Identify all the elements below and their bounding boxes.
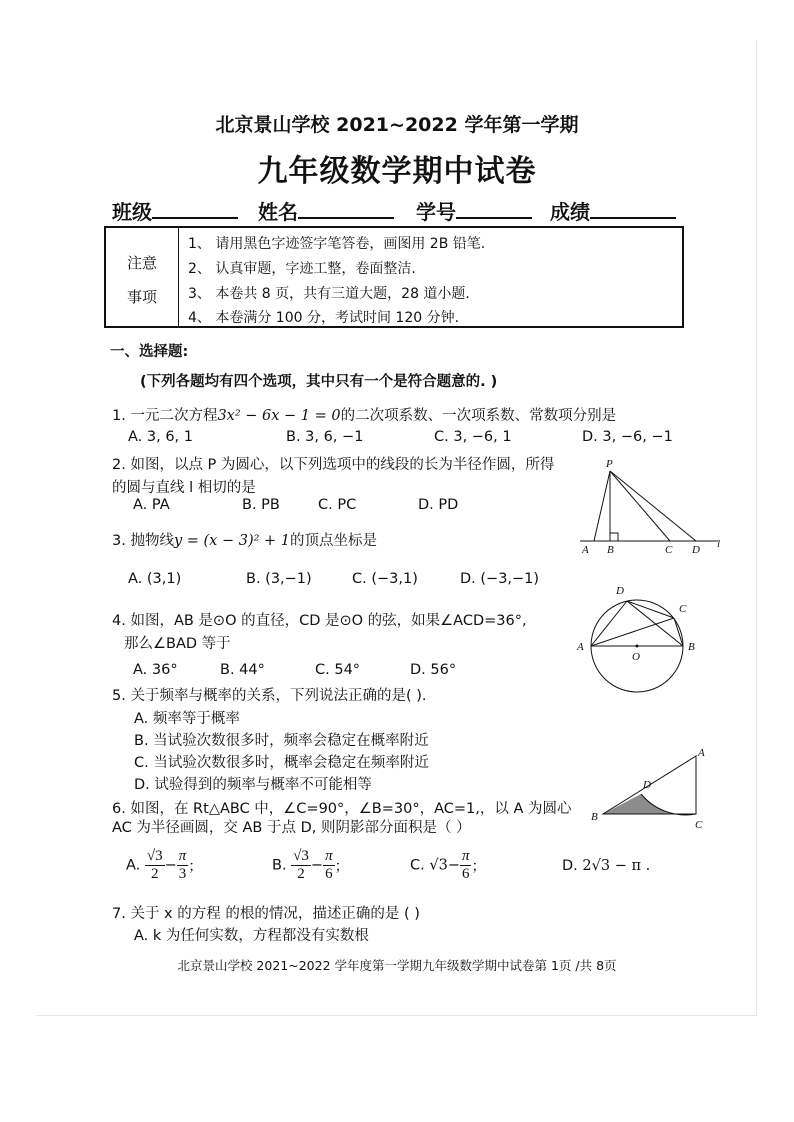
frac-den: 2 xyxy=(297,866,305,882)
q1-option-c[interactable]: C. 3, −6, 1 xyxy=(434,429,512,445)
notice-item: 4、 本卷满分 100 分，考试时间 120 分钟. xyxy=(188,310,460,326)
q1-stem xyxy=(112,404,616,425)
frac-num: π xyxy=(461,848,470,864)
q4-label-o: O xyxy=(632,651,640,663)
q4-option-b[interactable]: B. 44° xyxy=(220,662,265,678)
notice-label-cell xyxy=(106,228,179,326)
student-id-field xyxy=(416,196,532,225)
q2-option-c[interactable]: C. PC xyxy=(318,497,357,513)
q1-prefix: 1. 一元二次方程 xyxy=(112,408,218,424)
class-blank[interactable] xyxy=(152,199,238,219)
frac-num: √3 xyxy=(146,848,163,864)
q4-label-c: C xyxy=(679,603,687,615)
minus-sign: − xyxy=(447,857,460,874)
q4-option-c[interactable]: C. 54° xyxy=(315,662,361,678)
q6-label-b: B xyxy=(591,811,598,823)
q2-stem-line2: 的圆与直线 l 相切的是 xyxy=(112,480,256,496)
q6-option-c[interactable] xyxy=(410,848,486,883)
q6-option-d-letter: D. xyxy=(562,858,578,874)
q2-option-b[interactable]: B. PB xyxy=(242,497,280,513)
q1-suffix: 的二次项系数、一次项系数、常数项分别是 xyxy=(340,408,617,424)
q2-label-d: D xyxy=(692,544,700,556)
name-field xyxy=(258,196,394,225)
q6-option-d[interactable] xyxy=(562,858,650,874)
name-label: 姓名 xyxy=(258,200,298,224)
q6-shaded-region xyxy=(603,794,696,815)
score-blank[interactable] xyxy=(590,199,676,219)
semicolon: ； xyxy=(334,859,350,875)
q5-option-d[interactable]: D. 试验得到的频率与概率不可能相等 xyxy=(134,777,372,793)
q2-right-angle-mark xyxy=(610,533,618,541)
q3-stem xyxy=(112,529,377,550)
semicolon: ； xyxy=(188,859,203,875)
minus-sign: − xyxy=(310,857,324,874)
score-label: 成绩 xyxy=(550,200,590,224)
class-label: 班级 xyxy=(112,200,152,224)
section-heading: 一、选择题: xyxy=(110,344,189,360)
q6-option-c-frac xyxy=(460,848,472,883)
q3-option-b[interactable]: B. (3,−1) xyxy=(246,571,312,587)
q3-equation: y = (x − 3)² + 1 xyxy=(173,533,291,549)
q2-label-b: B xyxy=(607,544,614,556)
q4-chord-dc xyxy=(627,601,674,618)
q4-label-a: A xyxy=(577,641,584,653)
student-id-label: 学号 xyxy=(416,200,456,224)
q1-option-d[interactable]: D. 3, −6, −1 xyxy=(582,429,673,445)
q3-suffix: 的顶点坐标是 xyxy=(290,533,378,549)
q4-figure xyxy=(572,580,702,695)
q4-chord-ac xyxy=(591,618,674,646)
q6-stem-line2: AC 为半径画圆，交 AB 于点 D, 则阴影部分面积是（ ） xyxy=(112,820,471,836)
page-footer: 北京景山学校 2021~2022 学年度第一学期九年级数学期中试卷第 1页 /共 8页 xyxy=(177,958,617,973)
q4-label-d: D xyxy=(616,585,624,597)
q6-option-a-letter: A. xyxy=(126,857,141,874)
q5-stem: 5. 关于频率与概率的关系，下列说法正确的是( ). xyxy=(112,688,427,704)
frac-num: √3 xyxy=(293,848,309,864)
q7-option-a[interactable]: A. k 为任何实数，方程都没有实数根 xyxy=(134,928,369,944)
q2-label-c: C xyxy=(665,544,673,556)
q2-segment-pa xyxy=(594,471,610,541)
notice-box xyxy=(104,226,684,328)
frac-num: π xyxy=(178,848,187,864)
frac-den: 6 xyxy=(461,866,470,882)
q6-label-a: A xyxy=(698,747,705,759)
notice-item: 3、 本卷共 8 页，共有三道大题，28 道小题. xyxy=(188,286,470,302)
q2-option-a[interactable]: A. PA xyxy=(133,497,170,513)
q2-segment-pc xyxy=(610,471,670,541)
notice-label-2: 事项 xyxy=(126,288,157,306)
exam-title: 九年级数学期中试卷 xyxy=(257,154,537,189)
q6-option-b-frac1 xyxy=(291,848,311,883)
q4-stem-line1: 4. 如图，AB 是⊙O 的直径，CD 是⊙O 的弦，如果∠ACD=36°, xyxy=(112,613,527,629)
q5-option-b[interactable]: B. 当试验次数很多时，频率会稳定在概率附近 xyxy=(134,733,429,749)
q3-option-c[interactable]: C. (−3,1) xyxy=(352,571,418,587)
q6-label-c: C xyxy=(695,819,703,831)
name-blank[interactable] xyxy=(298,199,394,219)
q6-option-b-frac2 xyxy=(323,848,335,883)
student-id-blank[interactable] xyxy=(456,199,532,219)
frac-den: 3 xyxy=(178,866,187,882)
q5-option-a[interactable]: A. 频率等于概率 xyxy=(134,711,240,727)
q6-option-c-letter: C. xyxy=(410,857,425,874)
q2-figure xyxy=(570,455,730,555)
q4-option-d[interactable]: D. 56° xyxy=(410,662,457,678)
q6-option-a[interactable] xyxy=(126,848,203,883)
q3-option-a[interactable]: A. (3,1) xyxy=(128,571,182,587)
frac-den: 2 xyxy=(151,866,159,882)
q6-option-d-value: 2√3 − π . xyxy=(582,858,651,874)
q2-option-d[interactable]: D. PD xyxy=(418,497,459,513)
section-instruction: (下列各题均有四个选项，其中只有一个是符合题意的. ) xyxy=(140,374,498,390)
q2-stem-line1: 2. 如图，以点 P 为圆心，以下列选项中的线段的长为半径作圆，所得 xyxy=(112,457,555,473)
notice-label-1: 注意 xyxy=(126,254,157,272)
notice-item: 2、 认真审题，字迹工整，卷面整洁. xyxy=(188,261,416,277)
q3-prefix: 3. 抛物线 xyxy=(112,533,174,549)
q1-option-a[interactable]: A. 3, 6, 1 xyxy=(128,429,193,445)
q6-option-a-frac2 xyxy=(177,848,189,883)
semicolon: ； xyxy=(471,859,486,875)
q4-stem-line2: 那么∠BAD 等于 xyxy=(124,636,231,652)
class-field xyxy=(112,196,238,225)
q1-equation: 3x² − 6x − 1 = 0 xyxy=(217,408,341,424)
q2-label-p: P xyxy=(606,458,613,470)
q6-option-c-root: √3 xyxy=(429,857,448,874)
q3-option-d[interactable]: D. (−3,−1) xyxy=(460,571,540,587)
q2-label-l: l xyxy=(717,538,721,550)
q5-option-c[interactable]: C. 当试验次数很多时，概率会稳定在频率附近 xyxy=(134,755,429,771)
q2-label-a: A xyxy=(582,544,589,556)
frac-den: 6 xyxy=(325,866,333,882)
q4-chord-db xyxy=(627,601,683,646)
notice-item: 1、 请用黑色字迹签字笔答卷，画图用 2B 铅笔. xyxy=(188,236,486,252)
q1-option-b[interactable]: B. 3, 6, −1 xyxy=(286,429,364,445)
q6-option-a-frac1 xyxy=(145,848,165,883)
q6-stem-line1: 6. 如图，在 Rt△ABC 中，∠C=90°，∠B=30°，AC=1,，以 A 为圆心 xyxy=(112,801,572,817)
q4-label-b: B xyxy=(688,641,695,653)
score-field xyxy=(550,196,676,225)
frac-num: π xyxy=(325,848,333,864)
q7-stem: 7. 关于 x 的方程 的根的情况，描述正确的是 ( ) xyxy=(112,906,420,922)
q2-segment-pd xyxy=(610,471,696,541)
school-title: 北京景山学校 2021~2022 学年第一学期 xyxy=(215,114,579,136)
q6-figure xyxy=(585,742,715,832)
q6-label-d: D xyxy=(643,779,651,791)
q4-center-dot xyxy=(636,645,639,648)
q6-option-b-letter: B. xyxy=(272,857,287,874)
minus-sign: − xyxy=(164,857,177,874)
q6-option-b[interactable] xyxy=(272,848,349,883)
q4-option-a[interactable]: A. 36° xyxy=(133,662,178,678)
